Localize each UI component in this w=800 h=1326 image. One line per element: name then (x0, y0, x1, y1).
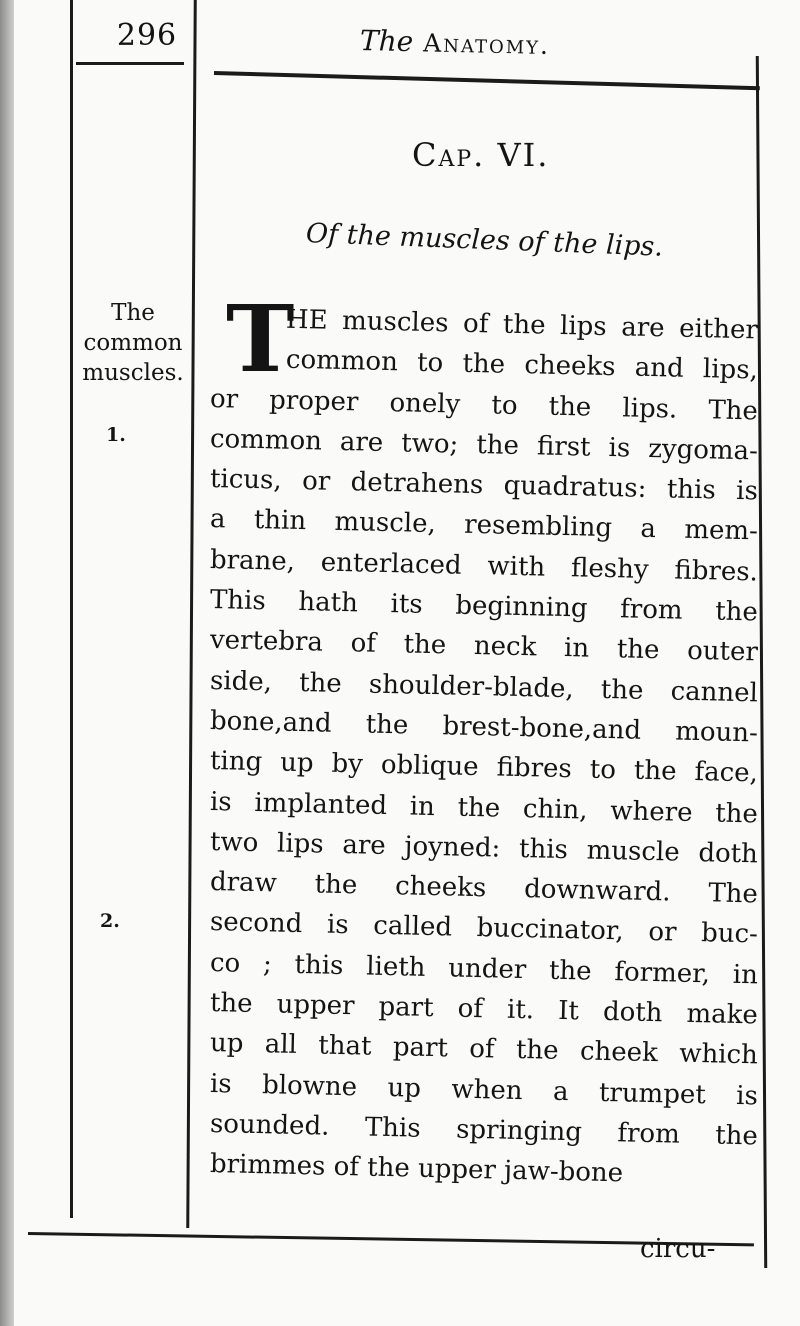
header-rule-left (76, 62, 184, 65)
text-line: HE muscles of the lips are either (285, 304, 759, 346)
text-line: co ; this lieth under the former, in (209, 947, 759, 991)
running-head-article: The (359, 24, 414, 59)
margin-number-2: 2. (100, 910, 120, 932)
text-line: is implanted in the chin, where the (209, 786, 759, 829)
margin-note: The common muscles. (82, 300, 184, 386)
text-line: the upper part of it. It doth make (209, 988, 759, 1031)
running-head (360, 24, 551, 61)
catchword: circu- (640, 1234, 716, 1264)
text-line: sounded. This springing from the (209, 1108, 759, 1152)
text-line: ticus, or detrahens quadratus: this is (209, 464, 759, 507)
body-text (209, 285, 759, 1189)
text-line: side, the shoulder-blade, the cannel (209, 665, 759, 709)
text-line: or proper onely to the lips. The (209, 383, 759, 427)
text-line: vertebra of the neck in the outer (209, 625, 759, 668)
text-line: common are two; the first is zygoma- (209, 423, 759, 467)
text-line: up all that part of the cheek which (209, 1028, 759, 1071)
chapter-subtitle: Of the muscles of the lips. (305, 218, 664, 263)
text-line: two lips are joyned: this muscle doth (209, 826, 759, 870)
margin-number-1: 1. (106, 424, 126, 446)
text-line: is blowne up when a trumpet is (209, 1068, 759, 1112)
text-line: draw the cheeks downward. The (209, 867, 759, 910)
text-line: a thin muscle, resembling a mem- (209, 504, 759, 547)
text-line: This hath its beginning from the (209, 585, 759, 628)
running-head-title: Anatomy. (422, 28, 551, 60)
header-rule-right (214, 71, 760, 90)
drop-capital: T (226, 285, 295, 393)
text-line: bone,and the brest-bone,and moun- (209, 705, 759, 749)
text-line: ting up by oblique fibres to the face, (209, 746, 759, 789)
book-page (14, 0, 800, 1326)
text-line: brane, enterlaced with fleshy fibres. (209, 544, 759, 588)
frame-rule-left-outer (70, 0, 73, 1218)
text-line: common to the cheeks and lips, (285, 345, 759, 386)
text-line: brimmes of the upper jaw-bone (209, 1149, 624, 1189)
frame-rule-margin-divider (186, 0, 197, 1228)
page-number: 296 (116, 18, 178, 53)
text-line: second is called buccinator, or buc- (209, 907, 759, 950)
chapter-heading: Cap. VI. (412, 136, 550, 174)
